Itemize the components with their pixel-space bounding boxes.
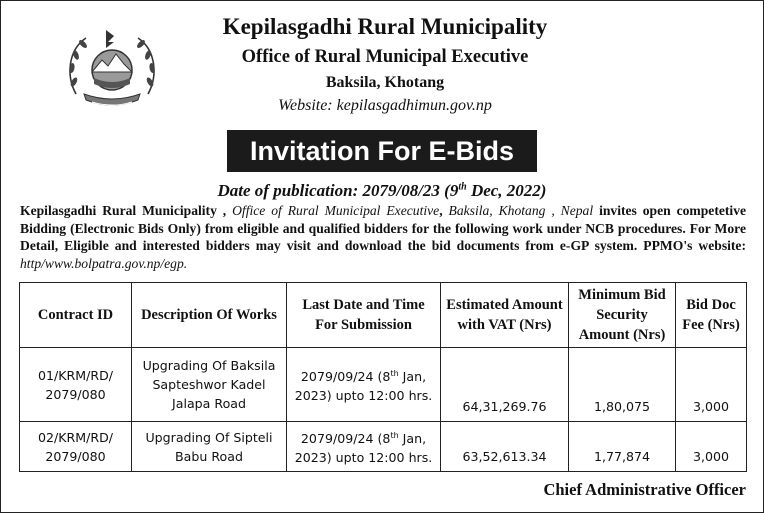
invitation-banner: Invitation For E-Bids <box>227 130 537 172</box>
cell-bid-security: 1,77,874 <box>569 422 676 472</box>
cell-last-date: 2079/09/24 (8th Jan, 2023) upto 12:00 hrs. <box>287 348 441 422</box>
header-last-date: Last Date and Time For Submission <box>287 283 441 348</box>
cell-contract-id: 02/KRM/RD/ 2079/080 <box>20 422 132 472</box>
intro-url: http/www.bolpatra.gov.np/egp. <box>20 255 188 271</box>
intro-place: Baksila, Khotang , Nepal <box>448 203 594 218</box>
header-bid-security: Minimum Bid Security Amount (Nrs) <box>569 283 676 348</box>
intro-paragraph: Kepilasgadhi Rural Municipality , Office of Rural Municipal Executive, Baksila, Khotang , Nepal invites open competetive Bidding (Electronic Bids Only) from eligible and qualified bidders for the following work under NCB procedures. For More Detail, Eligible and interested bidders may visit and download the bid documents from e-GP system. PPMO's website: http/www.bolpatra.gov.np/egp. <box>20 203 747 271</box>
header-bid-doc-fee: Bid Doc Fee (Nrs) <box>676 283 747 348</box>
publication-date: Date of publication: 2079/08/23 (9th Dec, 2022) <box>217 181 547 200</box>
bids-table <box>19 282 747 472</box>
header-description: Description Of Works <box>132 283 287 348</box>
cell-estimated-amount: 63,52,613.34 <box>441 422 569 472</box>
office-address: Baksila, Khotang <box>325 74 445 91</box>
table-row <box>20 422 747 472</box>
cell-bid-security: 1,80,075 <box>569 348 676 422</box>
table-header-row <box>20 283 747 348</box>
intro-body: invites open competetive Bidding (Electronic Bids Only) from eligible and qualified bidders for the following work under NCB procedures. For More Detail, Eligible and interested bidders may visit and download the bid documents from e-GP system. PPMO's website: <box>20 203 747 253</box>
cell-estimated-amount: 64,31,269.76 <box>441 348 569 422</box>
municipality-title: Kepilasgadhi Rural Municipality <box>222 14 548 39</box>
cell-contract-id: 01/KRM/RD/ 2079/080 <box>20 348 132 422</box>
cell-bid-doc-fee: 3,000 <box>676 348 747 422</box>
header-estimated-amount: Estimated Amount with VAT (Nrs) <box>441 283 569 348</box>
header-contract-id: Contract ID <box>20 283 132 348</box>
cell-bid-doc-fee: 3,000 <box>676 422 747 472</box>
cell-description: Upgrading Of Sipteli Babu Road <box>132 422 287 472</box>
intro-org: Kepilasgadhi Rural Municipality , <box>20 203 227 218</box>
intro-office: Office of Rural Municipal Executive <box>232 203 440 218</box>
website-text: Website: kepilasgadhimun.gov.np <box>278 97 492 114</box>
office-name: Office of Rural Municipal Executive <box>241 47 529 67</box>
cell-description: Upgrading Of Baksila Sapteshwor Kadel Jalapa Road <box>132 348 287 422</box>
signoff-title: Chief Administrative Officer <box>543 480 746 499</box>
cell-last-date: 2079/09/24 (8th Jan, 2023) upto 12:00 hrs. <box>287 422 441 472</box>
nepal-government-emblem-icon <box>62 24 162 114</box>
table-row <box>20 348 747 422</box>
